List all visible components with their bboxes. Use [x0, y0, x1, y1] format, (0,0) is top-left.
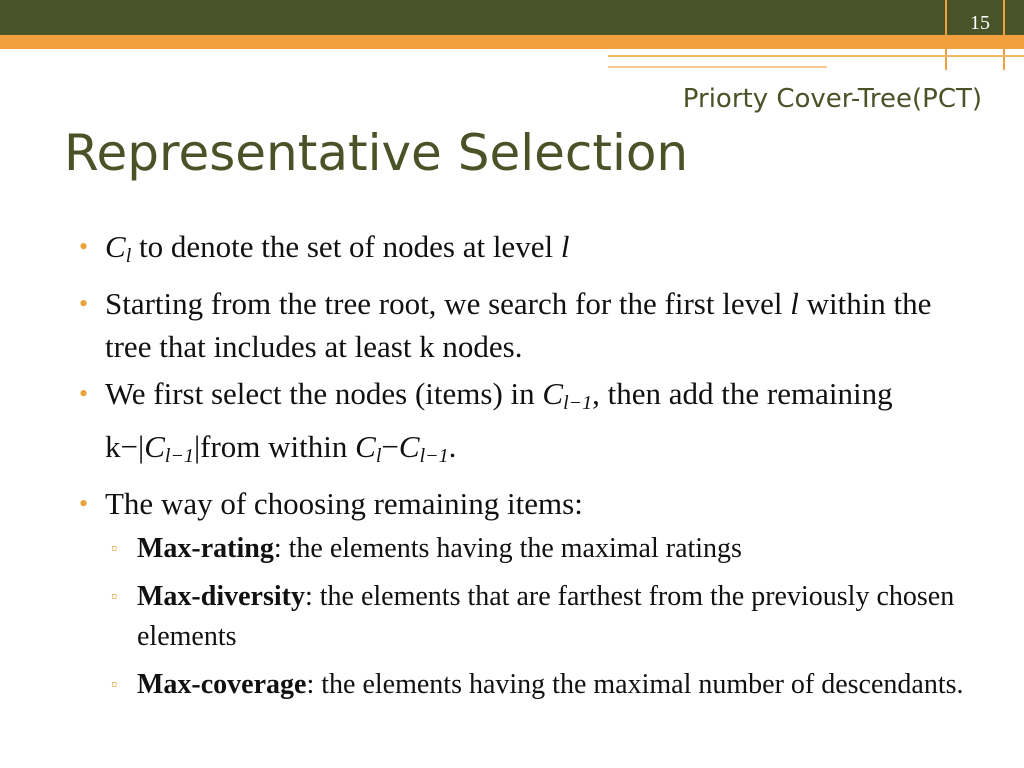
slide-number: 15: [970, 12, 990, 34]
bullet-dot-icon: •: [79, 232, 89, 261]
bullet-list: [75, 225, 975, 713]
slide-number-tab: [945, 0, 1005, 70]
decorative-line: [608, 66, 827, 68]
bullet-dot-icon: •: [79, 379, 89, 408]
slide-title: Representative Selection: [64, 124, 689, 182]
bullet-item: • The way of choosing remaining items: ▫ Max-rating: the elements having the maximal ratings ▫ Max-diversity: the elements that are farthest from the previously chosen elements ▫ Max-coverage: the elements having the maximal number of descendants.: [75, 482, 975, 705]
bullet-item: • Starting from the tree root, we search for the first level l within the tree that includes at least k nodes.: [75, 282, 975, 368]
bullet-item: • We first select the nodes (items) in $C_{l-1}$, then add the remaining $k-|C_{l-1}|from$ within $C_l-C_{l-1}$.: [75, 372, 975, 478]
square-bullet-icon: ▫: [111, 586, 118, 606]
bullet-dot-icon: •: [79, 289, 89, 318]
header-accent-band: [0, 35, 1024, 49]
decorative-line: [608, 55, 1024, 57]
square-bullet-icon: ▫: [111, 538, 118, 558]
sub-bullet-list: [105, 529, 975, 705]
sub-bullet-item: ▫ Max-rating: the elements having the maximal ratings: [105, 529, 975, 569]
sub-bullet-item: ▫ Max-coverage: the elements having the maximal number of descendants.: [105, 665, 975, 705]
bullet-dot-icon: •: [79, 489, 89, 518]
bullet-item: • $C_l$ to denote the set of nodes at level l: [75, 225, 975, 278]
sub-bullet-item: ▫ Max-diversity: the elements that are farthest from the previously chosen elements: [105, 577, 975, 657]
slide-subtitle: Priorty Cover-Tree(PCT): [682, 84, 982, 114]
header-band: [0, 0, 1024, 35]
square-bullet-icon: ▫: [111, 674, 118, 694]
